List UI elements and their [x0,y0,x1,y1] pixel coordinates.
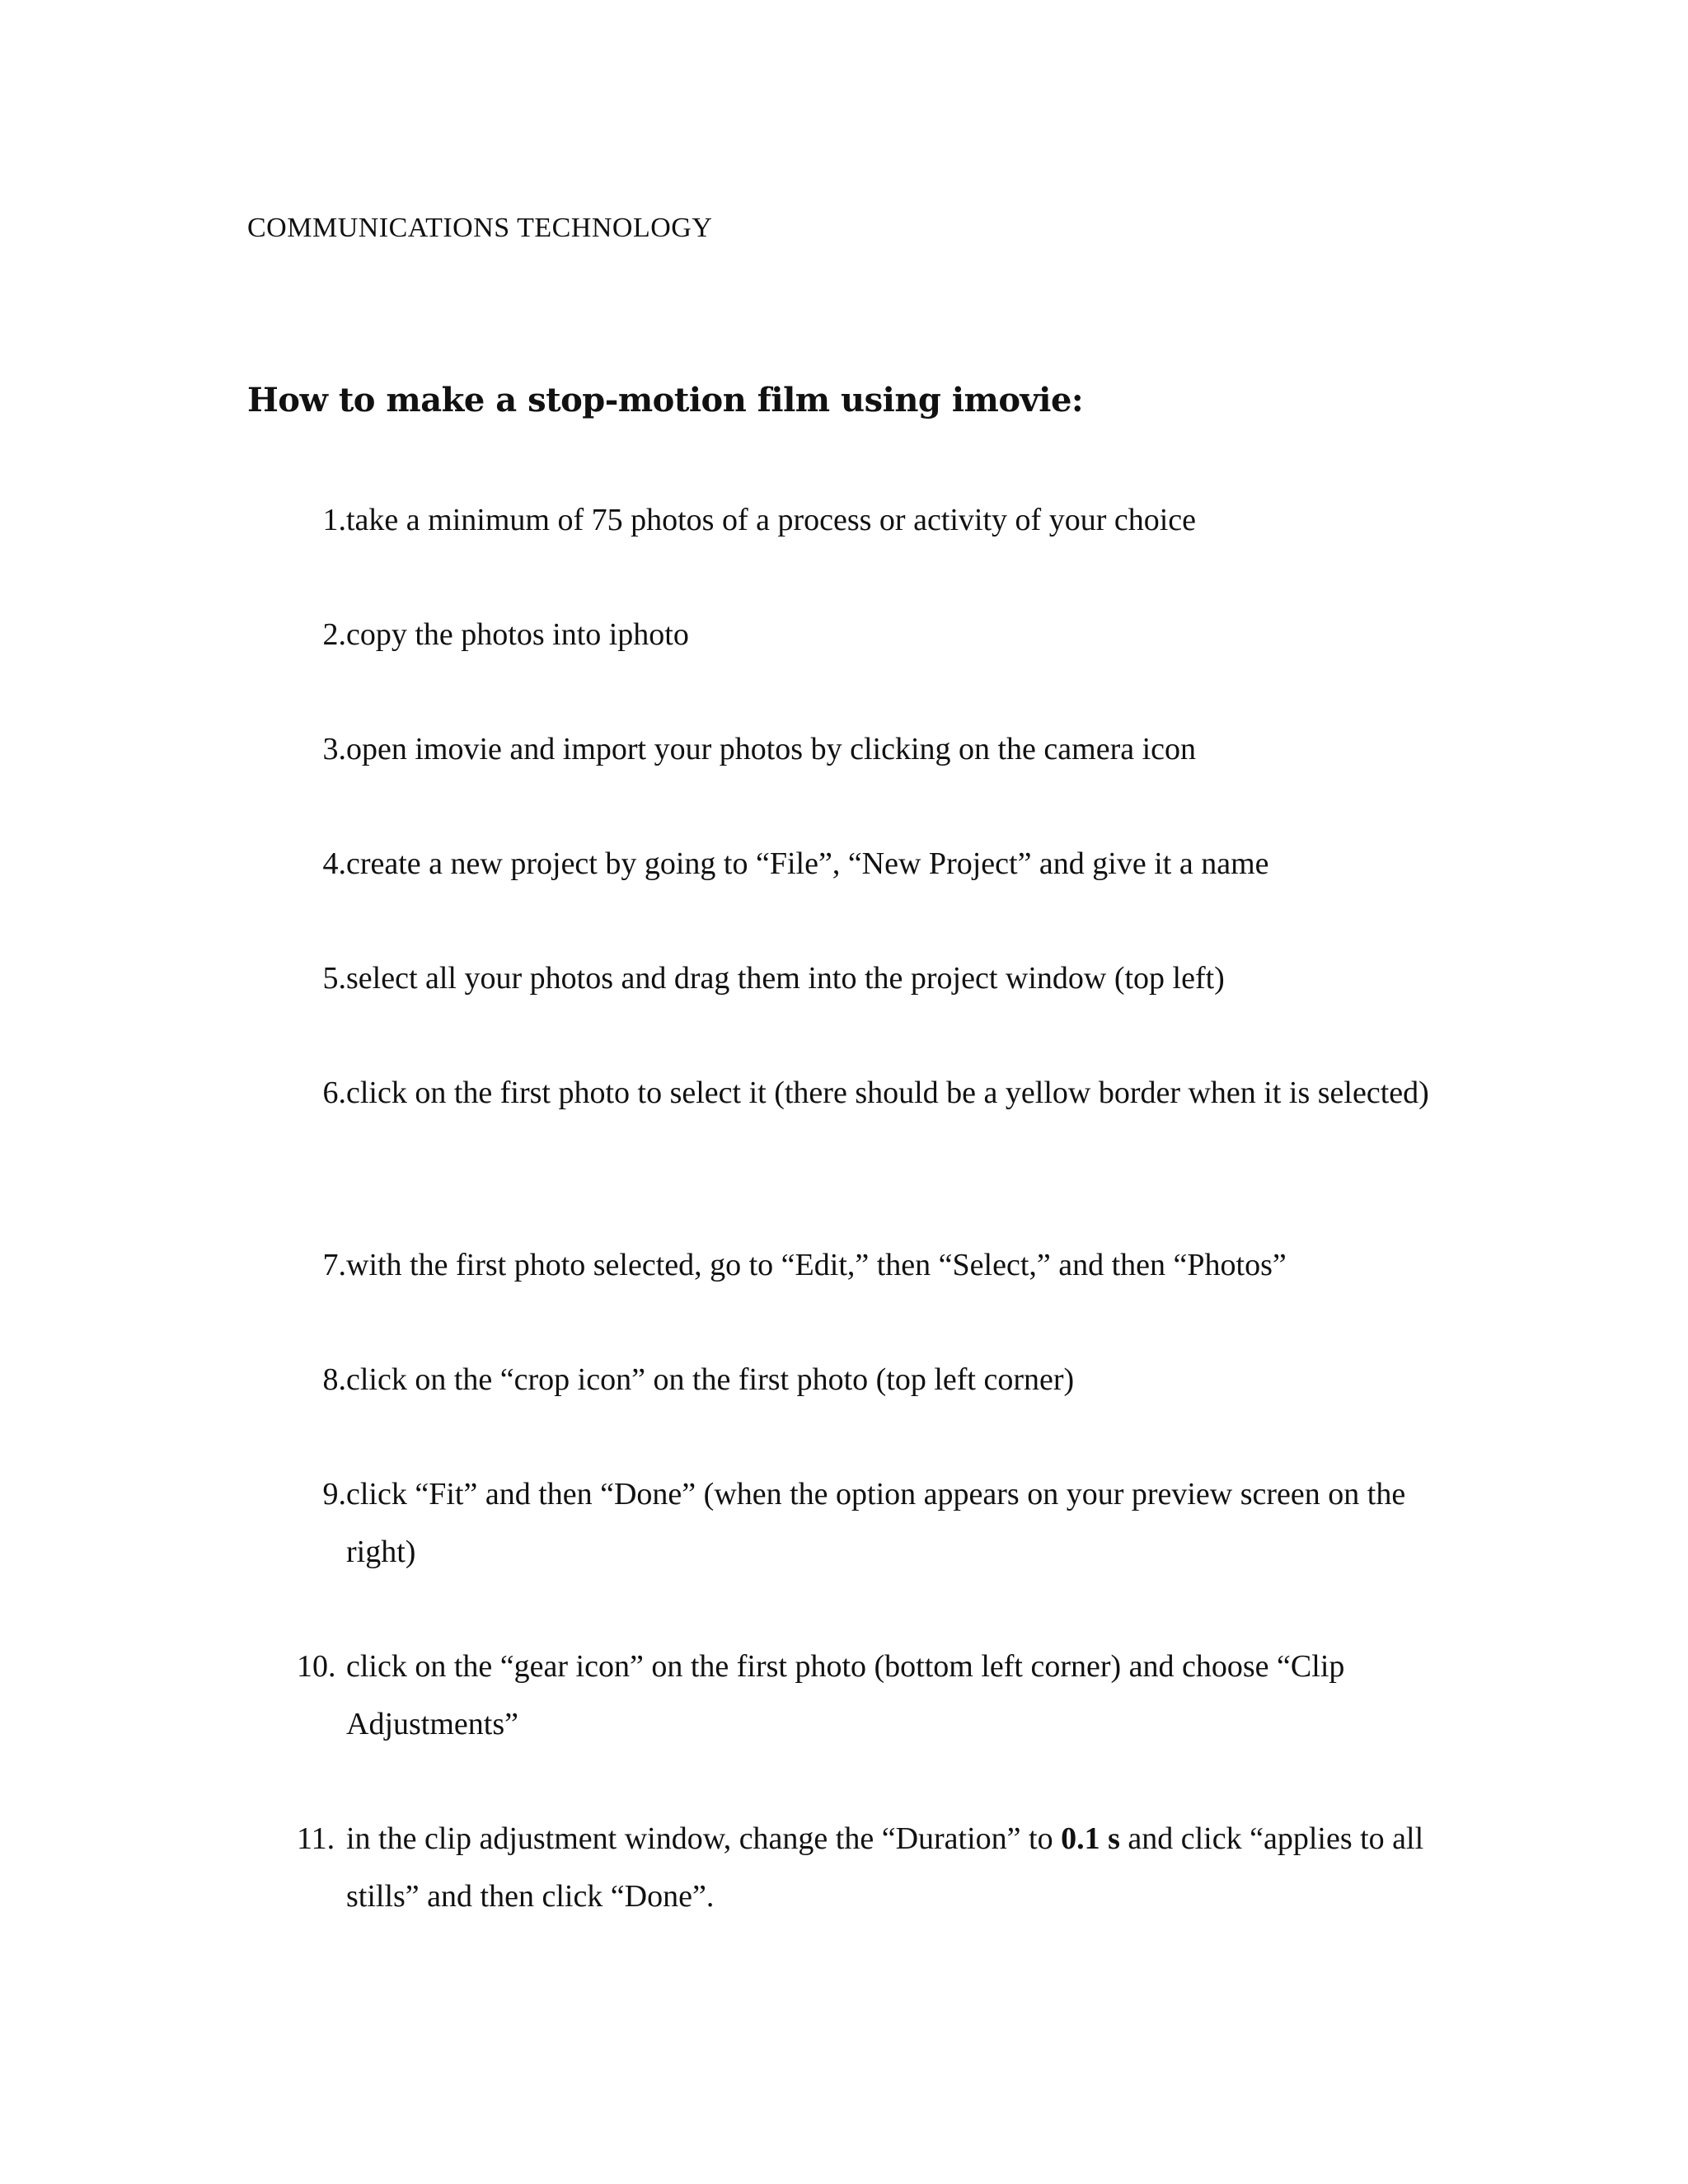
course-header: COMMUNICATIONS TECHNOLOGY [247,213,713,243]
step-text: click on the “gear icon” on the first photo (bottom left corner) and choose “Clip Adjustments” [346,1649,1345,1741]
step-text: click on the first photo to select it (there should be a yellow border when it is selected) [346,1076,1429,1110]
step-text: open imovie and import your photos by clicking on the camera icon [346,732,1197,766]
step-number: 1. [322,503,346,537]
step-number: 5. [322,961,346,996]
step-text [346,1810,1459,1925]
step-number: 7. [322,1248,346,1282]
document-title: How to make a stop-motion film using imovie: [247,381,1084,419]
step-text: with the first photo selected, go to “Edit,” then “Select,” and then “Photos” [346,1248,1287,1282]
step-text: take a minimum of 75 photos of a process or activity of your choice [346,503,1197,537]
step-text: select all your photos and drag them into the project window (top left) [346,961,1225,996]
step-number: 2. [322,617,346,652]
step-text-before: in the clip adjustment window, change the “Duration” to [346,1821,1062,1856]
step-text: create a new project by going to “File”, “New Project” and give it a name [346,846,1269,881]
step-text: copy the photos into iphoto [346,617,689,652]
step-number: 9. [322,1477,346,1511]
step-number: 8. [322,1362,346,1397]
step-number: 4. [322,846,346,881]
step-text: click on the “crop icon” on the first photo (top left corner) [346,1362,1075,1397]
step-number: 6. [322,1076,346,1110]
step-text-after: and click “applies to all stills” and then click “Done”. [346,1821,1424,1914]
step-number: 3. [322,732,346,766]
step-number: 11. [297,1821,335,1856]
duration-value: 0.1 s [1061,1821,1120,1856]
step-number: 10. [297,1649,336,1684]
step-text: click “Fit” and then “Done” (when the option appears on your preview screen on the right) [346,1477,1406,1569]
